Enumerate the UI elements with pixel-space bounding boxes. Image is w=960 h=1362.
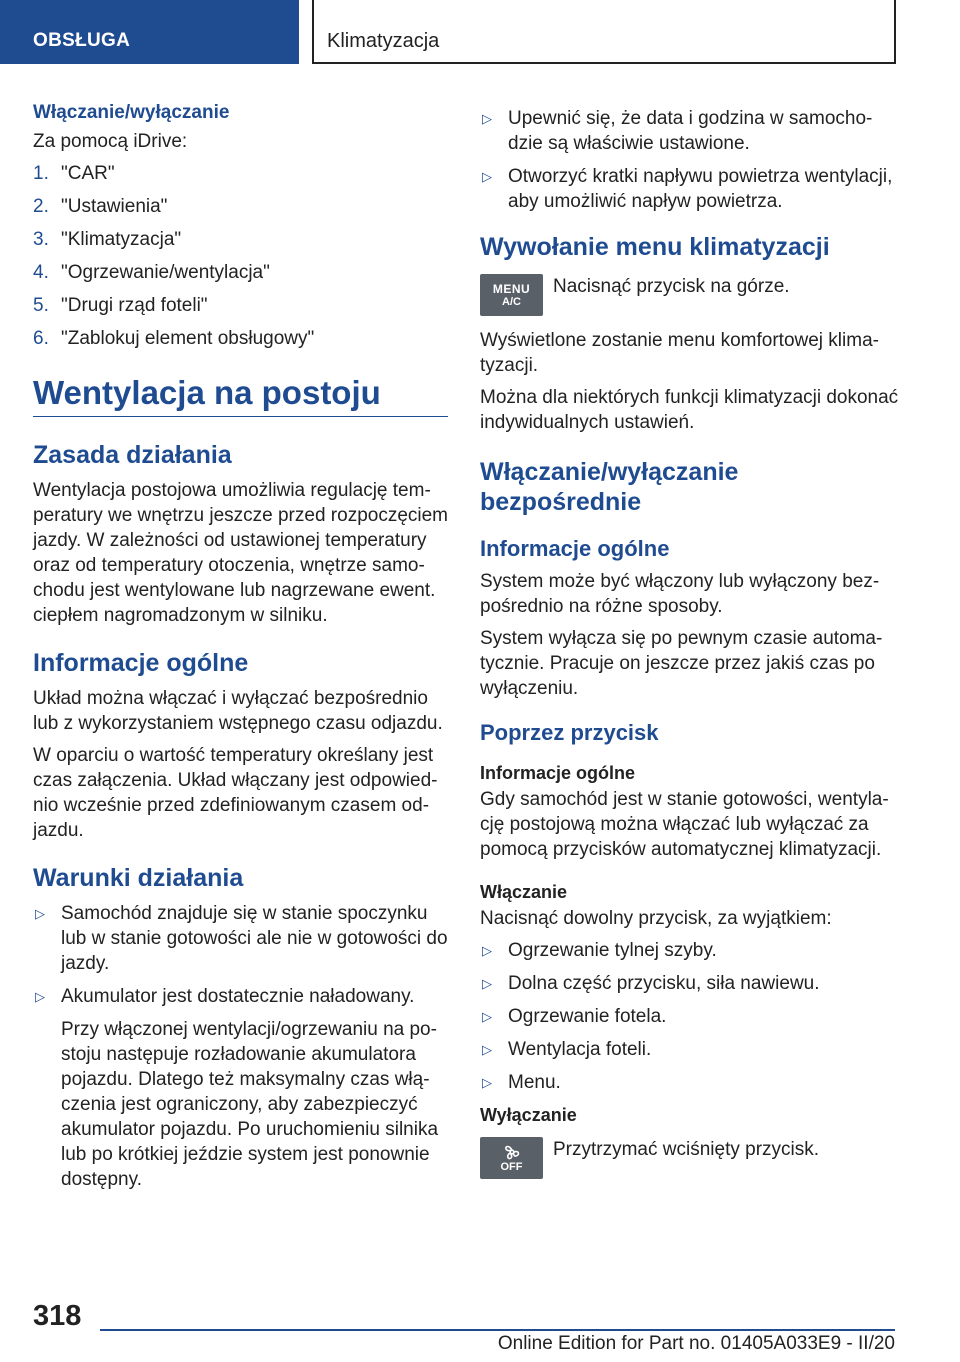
footer-divider [100, 1329, 895, 1331]
menu-paragraph-1: Wyświetlone zostanie menu komfortowej klimatyzacji. [480, 330, 879, 376]
onoff-intro: Za pomocą iDrive: [33, 131, 188, 152]
menu-instruction [480, 274, 900, 316]
step-number: 3. [33, 229, 49, 250]
exception-text: Ogrzewanie tylnej szyby. [508, 940, 717, 961]
triangle-bullet-icon: ▷ [482, 1009, 492, 1024]
step-number: 1. [33, 163, 49, 184]
condition-text: Upewnić się, że data i godzina w samochodzie są właściwie ustawione. [508, 108, 873, 154]
exception-text: Menu. [508, 1072, 561, 1093]
off-text: Przytrzymać wciśnięty przycisk. [553, 1139, 820, 1160]
ac-icon-label: A/C [502, 295, 521, 308]
list-item [480, 938, 900, 963]
principle-text: Wentylacja postojowa umożliwia regulację temperatury we wnętrzu jeszcze przed rozpoczęciem jazdy. W zależności od ustawionej temperatury oraz od temperatury otoczenia, wnętrze samochodu jest wentylowane lub nagrzewane ewent. ciepłem nagromadzonym w silniku. [33, 480, 449, 626]
idrive-steps-list [33, 161, 448, 351]
list-item [33, 901, 448, 976]
principle-heading: Zasada działania [33, 441, 232, 469]
section-label: OBSŁUGA [33, 30, 131, 51]
edition-text: Online Edition for Part no. 01405A033E9 - II/20 [497, 1333, 895, 1354]
list-item [480, 1070, 900, 1095]
exception-text: Dolna część przycisku, siła nawiewu. [508, 973, 820, 994]
on-heading: Włączanie [480, 882, 568, 902]
exception-text: Ogrzewanie fotela. [508, 1006, 667, 1027]
list-item [33, 161, 448, 186]
triangle-bullet-icon: ▷ [482, 111, 492, 126]
step-number: 2. [33, 196, 49, 217]
button-general-text: Gdy samochód jest w stanie gotowości, wentylację postojową można włączać lub wyłączać za pomocą przycisków automatycznej klimatyzacji. [480, 789, 889, 860]
exception-text: Wentylacja foteli. [508, 1039, 652, 1060]
fan-icon [501, 1143, 523, 1161]
battery-note: Przy włączonej wentylacji/ogrzewaniu na postoju następuje rozładowanie akumulatora pojazdu. Dlatego też maksymalny czas włączenia jest ograniczony, aby zabezpieczyć akumulator pojazdu. Po uruchomieniu silnika lub po krótkiej jeździe system jest ponownie dostępny. [61, 1019, 439, 1190]
direct-paragraph-1: System może być włączony lub wyłączony bezpośrednio na różne sposoby. [480, 571, 880, 617]
direct-general-heading: Informacje ogólne [480, 536, 670, 561]
section-tab [0, 0, 299, 64]
step-text: "CAR" [61, 163, 115, 184]
step-text: "Zablokuj element obsługowy" [61, 328, 315, 349]
step-text: "Drugi rząd foteli" [61, 295, 208, 316]
list-item [33, 984, 448, 1009]
left-column [33, 100, 448, 1199]
right-column [480, 106, 900, 1191]
triangle-bullet-icon: ▷ [482, 169, 492, 184]
condition-text: Samochód znajduje się w stanie spoczynku lub w stanie gotowości ale nie w gotowości do jazdy. [61, 903, 448, 974]
triangle-bullet-icon: ▷ [482, 976, 492, 991]
list-item [480, 106, 900, 156]
chapter-label: Klimatyzacja [327, 30, 440, 52]
fan-off-button-icon [480, 1137, 543, 1179]
off-heading: Wyłączanie [480, 1105, 577, 1125]
general-paragraph-1: Układ można włączać i wyłączać bezpośrednio lub z wykorzystaniem wstępnego czasu odjazdu. [33, 688, 443, 734]
exceptions-list [480, 938, 900, 1095]
list-item [480, 164, 900, 214]
button-general-heading: Informacje ogólne [480, 763, 636, 783]
list-item [33, 260, 448, 285]
triangle-bullet-icon: ▷ [482, 1075, 492, 1090]
condition-text: Otworzyć kratki napływu powietrza wentylacji, aby umożliwić napływ powietrza. [508, 166, 893, 212]
conditions-heading: Warunki działania [33, 864, 244, 892]
menu-ac-button-icon [480, 274, 543, 316]
list-item [33, 326, 448, 351]
on-text: Nacisnąć dowolny przycisk, za wyjątkiem: [480, 908, 832, 929]
conditions-list-continued [480, 106, 900, 214]
general-heading: Informacje ogólne [33, 649, 249, 677]
step-number: 6. [33, 328, 49, 349]
menu-paragraph-2: Można dla niektórych funkcji klimatyzacji dokonać indywidualnych ustawień. [480, 387, 899, 433]
direct-paragraph-2: System wyłącza się po pewnym czasie automatycznie. Pracuje on jeszcze przez jakiś czas po wyłączeniu. [480, 628, 883, 699]
list-item [33, 194, 448, 219]
off-instruction [480, 1137, 900, 1179]
step-text: "Ogrzewanie/wentylacja" [61, 262, 270, 283]
conditions-list [33, 901, 448, 1009]
step-text: "Klimatyzacja" [61, 229, 182, 250]
list-item [33, 293, 448, 318]
page-number: 318 [33, 1300, 82, 1332]
menu-icon-label: MENU [492, 281, 531, 296]
triangle-bullet-icon: ▷ [35, 906, 45, 921]
triangle-bullet-icon: ▷ [35, 989, 45, 1004]
step-text: "Ustawienia" [61, 196, 168, 217]
direct-heading: Włączanie/wyłączanie bezpośrednie [480, 458, 739, 516]
list-item [480, 1004, 900, 1029]
list-item [33, 227, 448, 252]
onoff-heading: Włączanie/wyłączanie [33, 102, 230, 123]
step-number: 4. [33, 262, 49, 283]
menu-press-text: Nacisnąć przycisk na górze. [553, 276, 790, 297]
triangle-bullet-icon: ▷ [482, 1042, 492, 1057]
list-item [480, 971, 900, 996]
step-number: 5. [33, 295, 49, 316]
list-item [480, 1037, 900, 1062]
menu-heading: Wywołanie menu klimatyzacji [480, 233, 830, 261]
general-paragraph-2: W oparciu o wartość temperatury określany jest czas załączenia. Układ włączany jest odpowiednio wcześnie przed zdefiniowanym czasem odjazdu. [33, 745, 438, 841]
chapter-header [312, 0, 896, 64]
triangle-bullet-icon: ▷ [482, 943, 492, 958]
button-heading: Poprzez przycisk [480, 720, 659, 745]
main-section-title: Wentylacja na postoju [33, 373, 448, 417]
off-icon-label: OFF [500, 1160, 523, 1173]
condition-text: Akumulator jest dostatecznie naładowany. [61, 986, 415, 1007]
